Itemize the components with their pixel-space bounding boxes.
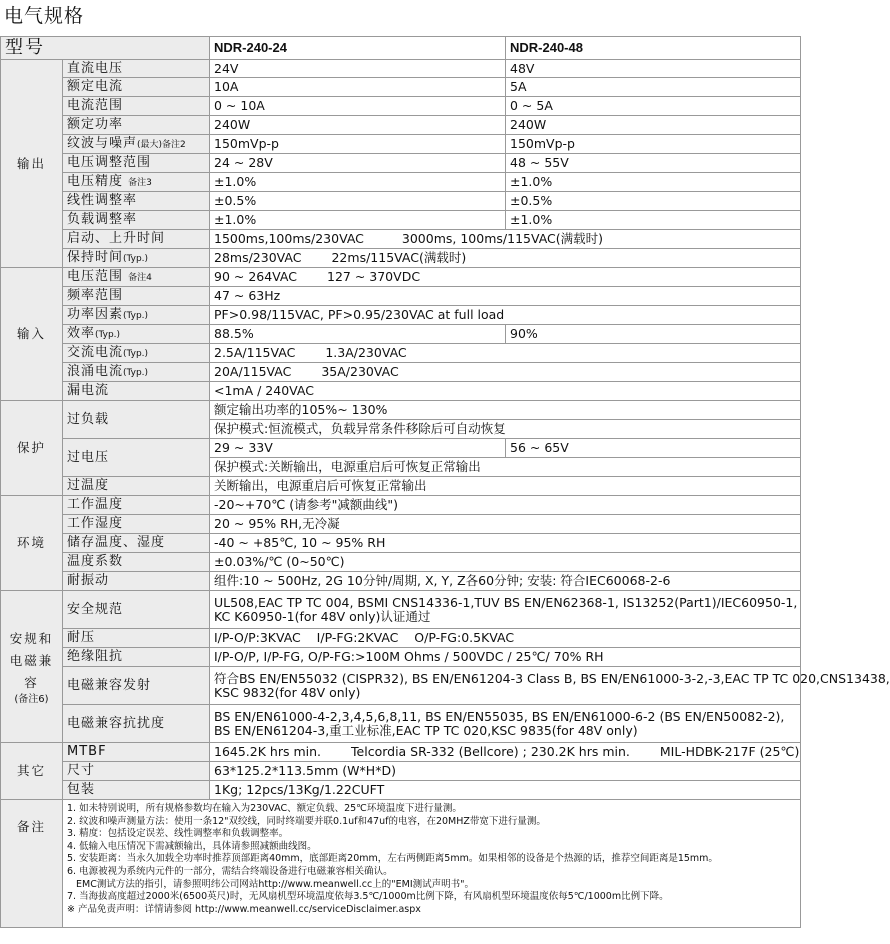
note-line: 4. 低输入电压情况下需减额输出，具体请参照减额曲线图。 [67,840,317,852]
group-safety [1,591,63,743]
cell-value: 24V [210,60,506,78]
group-input: 输入 [1,268,63,401]
row-label [63,344,210,363]
cell-value: 0 ~ 10A [210,97,506,116]
cell-value: PF>0.98/115VAC, PF>0.95/230VAC at full load [210,306,801,325]
row-label: 启动、上升时间 [63,230,210,249]
group-notes: 备注 [1,800,63,928]
row-label: 尺寸 [63,762,210,781]
cell-value: 150mVp-p [210,135,506,154]
label-text: 电压精度 [67,173,124,189]
row-label: 安全规范 [63,591,210,629]
cell-value: 5A [506,78,801,97]
table-row [1,800,801,928]
row-label [63,325,210,344]
table-row [1,477,801,496]
table-row [1,496,801,515]
cell-value: ±0.03%/℃ (0~50℃) [210,553,801,572]
table-row [1,439,801,458]
cell-value [210,230,801,249]
table-row [1,135,801,154]
cell-value: 150mVp-p [506,135,801,154]
page-title: 电气规格 [4,5,85,27]
row-label: 漏电流 [63,382,210,401]
note: (Typ.) [123,348,149,359]
label-text: 功率因素 [67,306,124,322]
cell-value [210,344,801,363]
label-text: 纹波与噪声 [67,135,138,151]
row-label: 储存温度、湿度 [63,534,210,553]
table-row [1,268,801,287]
cell-value: 88.5% [210,325,506,344]
table-row [1,591,801,629]
row-label: 额定电流 [63,78,210,97]
table-row [1,97,801,116]
table-row [1,116,801,135]
note-line: 5. 安装距离：当永久加载全功率时推荐顶部距离40mm，底部距离20mm，左右两侧距离5mm。如果相邻的设备是个热源的话，推荐空间距离是15mm。 [67,853,718,865]
row-label [63,249,210,268]
line-2: BS EN/EN61204-3,重工业标准,EAC TP TC 020,KSC 9835(for 48V only) [214,722,638,738]
cell-value: 24 ~ 28V [210,154,506,173]
cell-value: -20~+70℃ (请参考"减额曲线") [210,496,801,515]
note-ref: (备注6) [14,693,49,705]
cell-value [210,705,801,743]
table-row [1,572,801,591]
row-label: 过温度 [63,477,210,496]
line-1: 符合BS EN/EN55032 (CISPR32), BS EN/EN61204-3 Class B, BS EN/EN61000-3-2,-3,EAC TP TC 020,CNS13438, [214,670,890,686]
spec-table [0,36,890,928]
cell-value [210,363,801,382]
note-line: 3. 精度：包括设定误差、线性调整率和负载调整率。 [67,828,289,840]
table-row [1,192,801,211]
row-label: 耐振动 [63,572,210,591]
row-label [63,306,210,325]
cell-value: 保护模式:恒流模式，负载异常条件移除后可自动恢复 [210,420,801,439]
table-row [1,211,801,230]
table-row [1,154,801,173]
model-a: NDR-240-24 [210,37,506,60]
cell-value: I/P-O/P, I/P-FG, O/P-FG:>100M Ohms / 500VDC / 25℃/ 70% RH [210,648,801,667]
value-2: Telcordia SR-332 (Bellcore) ; 230.2K hrs min. [351,744,630,759]
row-label: 线性调整率 [63,192,210,211]
note-line: 1. 如未特别说明，所有规格参数均在输入为230VAC、额定负载、25℃环境温度下进行量测。 [67,803,462,814]
cell-value: I/P-O/P:3KVAC I/P-FG:2KVAC O/P-FG:0.5KVAC [210,629,801,648]
table-row [1,173,801,192]
value-1: 1645.2K hrs min. [214,744,322,759]
table-row [1,249,801,268]
group-environment: 环境 [1,496,63,591]
cell-value: 20 ~ 95% RH,无冷凝 [210,515,801,534]
cell-value: 48 ~ 55V [506,154,801,173]
row-label: 额定功率 [63,116,210,135]
cell-value: ±1.0% [506,211,801,230]
table-row [1,401,801,420]
row-label: MTBF [63,743,210,762]
row-label [63,363,210,382]
value-1: 20A/115VAC [214,364,292,379]
table-row [1,344,801,363]
value-1: 1500ms,100ms/230VAC [214,231,364,246]
row-label: 包装 [63,781,210,800]
row-label: 耐压 [63,629,210,648]
cell-value: -40 ~ +85℃, 10 ~ 95% RH [210,534,801,553]
note-line: 6. 电源被视为系统内元件的一部分，需结合终端设备进行电磁兼容相关确认。 [67,865,393,877]
cell-value: 关断输出，电源重启后可恢复正常输出 [210,477,801,496]
group-others: 其它 [1,743,63,800]
note-ref: 备注3 [128,177,152,188]
row-label: 电磁兼容抗扰度 [63,705,210,743]
table-row [1,762,801,781]
row-label [63,268,210,287]
cell-value: ±1.0% [210,173,506,192]
cell-value: 47 ~ 63Hz [210,287,801,306]
cell-value: ±1.0% [506,173,801,192]
row-label: 电压调整范围 [63,154,210,173]
cell-value: 0 ~ 5A [506,97,801,116]
label-text: 效率 [67,325,96,341]
cell-value: ±0.5% [506,192,801,211]
cell-value: 240W [210,116,506,135]
value-2: 22ms/115VAC(满载时) [331,250,467,265]
note-line: ※ 产品免责声明：详情请参阅 http://www.meanwell.cc/serviceDisclaimer.aspx [67,903,421,915]
header-row [1,37,801,60]
value-3: MIL-HDBK-217F (25℃) [659,744,800,759]
notes-list [63,800,801,928]
value-2: 3000ms, 100ms/115VAC(满载时) [401,231,604,246]
line-1: UL508,EAC TP TC 004, BSMI CNS14336-1,TUV BS EN/EN62368-1, IS13252(Part1)/IEC60950-1, [214,594,798,610]
cell-value: 63*125.2*113.5mm (W*H*D) [210,762,801,781]
note-line: EMC测试方法的指引，请参照明纬公司网站http://www.meanwell.cc上的"EMI测试声明书"。 [67,878,474,890]
note: (Typ.) [123,310,149,321]
cell-value: 240W [506,116,801,135]
note-ref: 备注2 [162,139,186,150]
cell-value [210,667,890,705]
table-row [1,287,801,306]
note: (Typ.) [123,253,149,264]
table-row [1,78,801,97]
table-row [1,325,801,344]
note: (Typ.) [95,329,121,340]
table-row [1,515,801,534]
value-2: 127 ~ 370VDC [327,269,421,284]
table-row [1,705,801,743]
table-row [1,60,801,78]
value-1: 2.5A/115VAC [214,345,296,360]
label-text: 保持时间 [67,249,124,265]
line-2: KSC 9832(for 48V only) [214,684,361,700]
note: (Typ.) [123,367,149,378]
row-label: 温度系数 [63,553,210,572]
table-row [1,230,801,249]
note-max: (最大) [137,139,163,150]
cell-value: ±1.0% [210,211,506,230]
cell-value: 29 ~ 33V [210,439,506,458]
table-row [1,743,801,762]
model-label: 型号 [1,37,210,60]
row-label: 工作湿度 [63,515,210,534]
row-label: 电磁兼容发射 [63,667,210,705]
cell-value: ±0.5% [210,192,506,211]
row-label: 负载调整率 [63,211,210,230]
cell-value [210,743,801,762]
group-protection: 保护 [1,401,63,496]
row-label: 过电压 [63,439,210,477]
cell-value: 56 ~ 65V [506,439,801,458]
model-b: NDR-240-48 [506,37,801,60]
table-row [1,553,801,572]
note-ref: 备注4 [128,272,152,283]
cell-value [210,249,801,268]
cell-value: <1mA / 240VAC [210,382,801,401]
table-row [1,648,801,667]
row-label: 频率范围 [63,287,210,306]
table-row [1,781,801,800]
table-row [1,667,801,705]
value-2: 1.3A/230VAC [325,345,407,360]
table-row [1,629,801,648]
table-row [1,534,801,553]
table-row [1,363,801,382]
cell-value: 组件:10 ~ 500Hz, 2G 10分钟/周期, X, Y, Z各60分钟; 安装: 符合IEC60068-2-6 [210,572,801,591]
row-label: 直流电压 [63,60,210,78]
label-text: 电压范围 [67,268,124,284]
note-line: 7. 当海拔高度超过2000米(6500英尺)时，无风扇机型环境温度依每3.5℃/1000m比例下降，有风扇机型环境温度依每5℃/1000m比例下降。 [67,891,669,903]
row-label: 电流范围 [63,97,210,116]
line-1: BS EN/EN61000-4-2,3,4,5,6,8,11, BS EN/EN55035, BS EN/EN61000-6-2 (BS EN/EN50082-2), [214,708,785,724]
value-1: 90 ~ 264VAC [214,269,297,284]
cell-value: 90% [506,325,801,344]
cell-value: 保护模式:关断输出，电源重启后可恢复正常输出 [210,458,801,477]
row-label: 工作温度 [63,496,210,515]
table-row [1,382,801,401]
note-line: 2. 纹波和噪声测量方法：使用一条12"双绞线，同时终端要并联0.1uf和47uf的电容，在20MHZ带宽下进行量测。 [67,815,546,827]
group-output: 输出 [1,60,63,268]
cell-value: 48V [506,60,801,78]
row-label [63,173,210,192]
cell-value [210,591,801,629]
group-label: 安规和电磁兼容 [9,630,54,690]
cell-value [210,268,801,287]
label-text: 交流电流 [67,344,124,360]
cell-value: 10A [210,78,506,97]
table-row [1,306,801,325]
cell-value: 额定输出功率的105%~ 130% [210,401,801,420]
label-text: 浪涌电流 [67,363,124,379]
value-2: 35A/230VAC [321,364,399,379]
row-label: 过负载 [63,401,210,439]
line-2: KC K60950-1(for 48V only)认证通过 [214,608,431,624]
cell-value: 1Kg; 12pcs/13Kg/1.22CUFT [210,781,801,800]
row-label [63,135,210,154]
row-label: 绝缘阻抗 [63,648,210,667]
value-1: 28ms/230VAC [214,250,302,265]
